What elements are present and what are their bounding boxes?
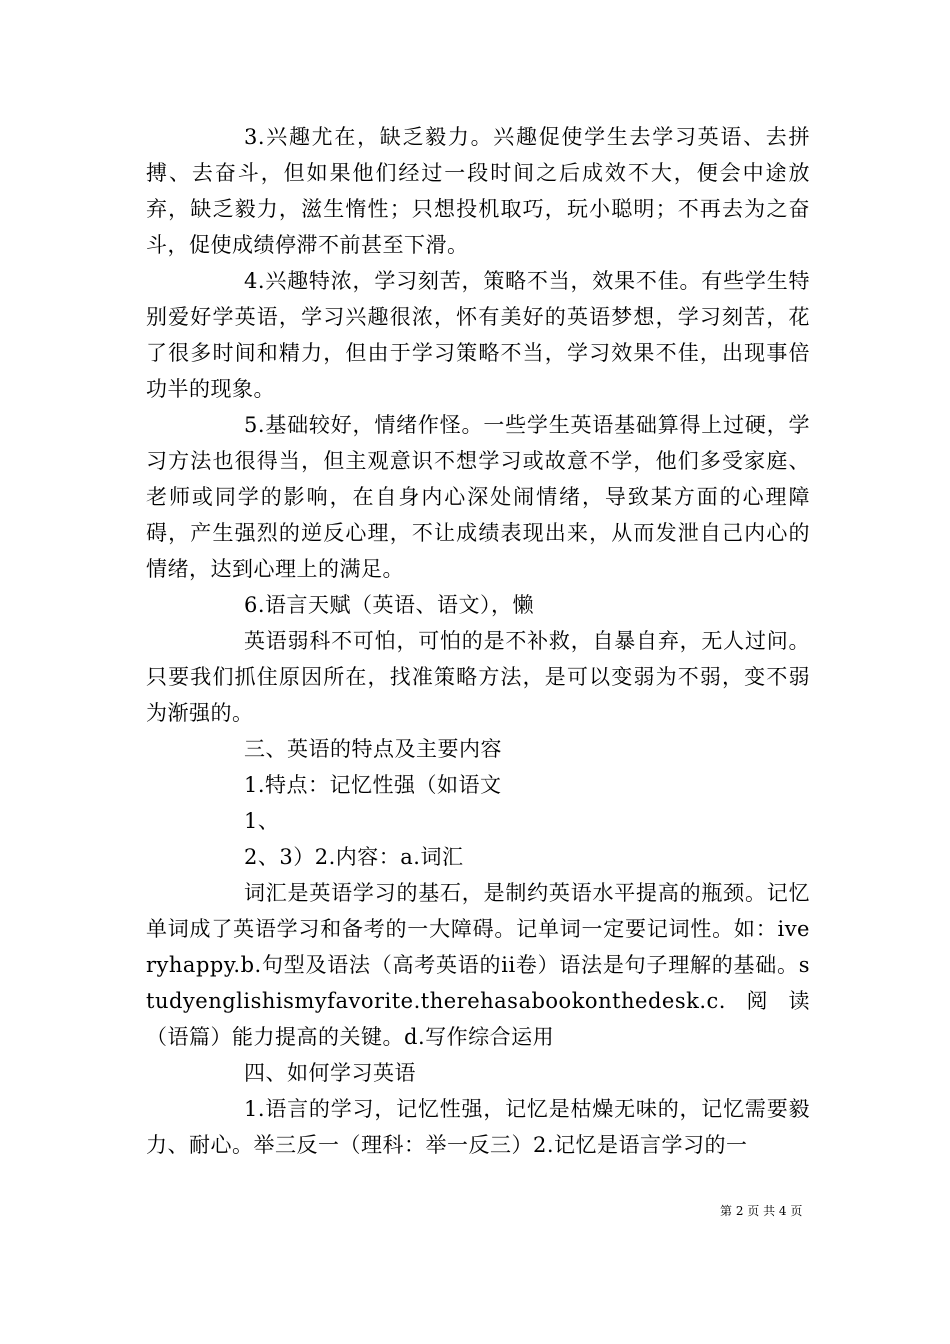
section-heading-how-to-learn: 四、如何学习英语 [244, 1061, 416, 1085]
page-number: 第 2 页 共 4 页 [720, 1204, 803, 1218]
paragraph-vocabulary-details: 词汇是英语学习的基石，是制约英语水平提高的瓶颈。记忆单词成了英语学习和备考的一大障碍。记单词一定要记词性。如：iveryhappy.b.句型及语法（高考英语的ii卷）语法是句子理解的基础。studyenglishismyfavorite.therehasabookonthedesk.c.阅读（语篇）能力提高的关键。d.写作综合运用 [146, 881, 810, 1049]
paragraph-memory-learning: 1.语言的学习，记忆性强，记忆是枯燥无味的，记忆需要毅力、耐心。举三反一（理科：举一反三）2.记忆是语言学习的一 [146, 1097, 810, 1157]
paragraph-interest-strong-poor-strategy: 4.兴趣特浓，学习刻苦，策略不当，效果不佳。有些学生特别爱好学英语，学习兴趣很浓，怀有美好的英语梦想，学习刻苦，花了很多时间和精力，但由于学习策略不当，学习效果不佳，出现事倍功半的现象。 [146, 269, 810, 401]
paragraph-weak-subject-conclusion: 英语弱科不可怕，可怕的是不补救，自暴自弃，无人过问。只要我们抓住原因所在，找准策略方法，是可以变弱为不弱，变不弱为渐强的。 [146, 629, 810, 725]
paragraph-list-fragment-1: 1、 [244, 809, 280, 833]
paragraph-good-foundation-emotions: 5.基础较好，情绪作怪。一些学生英语基础算得上过硬，学习方法也很得当，但主观意识不想学习或故意不学，他们多受家庭、老师或同学的影响，在自身内心深处闹情绪，导致某方面的心理障碍，产生强烈的逆反心理，不让成绩表现出来，从而发泄自己内心的情绪，达到心理上的满足。 [146, 413, 810, 581]
paragraph-language-talent: 6.语言天赋（英语、语文），懒 [244, 593, 535, 617]
section-heading-characteristics: 三、英语的特点及主要内容 [244, 737, 502, 761]
body-text [146, 119, 810, 1163]
paragraph-characteristics: 1.特点：记忆性强（如语文 [244, 773, 502, 797]
paragraph-content-vocabulary: 2、3）2.内容：a.词汇 [244, 845, 464, 869]
paragraph-interest-lacking-perseverance: 3.兴趣尤在，缺乏毅力。兴趣促使学生去学习英语、去拼搏、去奋斗，但如果他们经过一段时间之后成效不大，便会中途放弃，缺乏毅力，滋生惰性；只想投机取巧，玩小聪明；不再去为之奋斗，促使成绩停滞不前甚至下滑。 [146, 125, 810, 257]
